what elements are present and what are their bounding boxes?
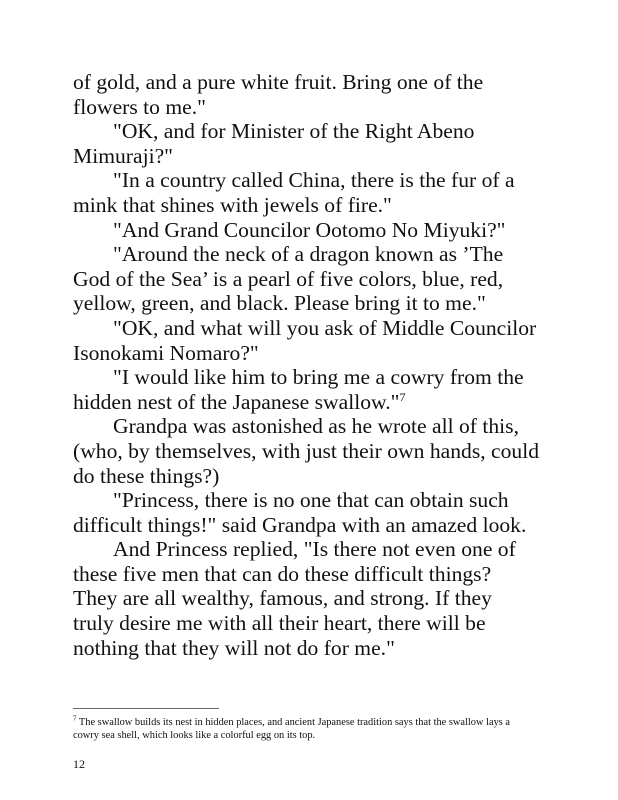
text-line: "OK, and what will you ask of Middle Councilor xyxy=(113,315,537,340)
text-line: (who, by themselves, with just their own hands, could xyxy=(73,438,540,463)
footnote-number: 7 xyxy=(73,714,77,723)
footnote-separator xyxy=(73,708,219,709)
text-line: And Princess replied, "Is there not even one of xyxy=(113,537,516,562)
footnote-text: The swallow builds its nest in hidden places, and ancient Japanese tradition says that the swallow lays a xyxy=(78,717,511,728)
text-line: flowers to me." xyxy=(73,94,206,119)
text-line: these five men that can do these difficult things? xyxy=(73,561,492,586)
text-line: "OK, and for Minister of the Right Abeno xyxy=(113,119,475,144)
footnote xyxy=(73,716,553,742)
text-line: "Princess, there is no one that can obtain such xyxy=(113,488,509,513)
text-line: "Around the neck of a dragon known as ’The xyxy=(113,242,504,267)
footnote-reference: 7 xyxy=(399,389,406,404)
text-line: do these things?) xyxy=(73,463,220,488)
text-line: Mimuraji?" xyxy=(73,143,173,168)
footnote-line: cowry sea shell, which looks like a colorful egg on its top. xyxy=(73,730,316,741)
story-text xyxy=(73,70,543,660)
text-line: "I would like him to bring me a cowry from the xyxy=(113,365,524,390)
text-line: God of the Sea’ is a pearl of five colors, blue, red, xyxy=(73,266,504,291)
text-line: difficult things!" said Grandpa with an amazed look. xyxy=(73,512,527,537)
text-line-with-footnote xyxy=(73,390,543,415)
text-line: truly desire me with all their heart, there will be xyxy=(73,611,486,636)
text-line: mink that shines with jewels of fire." xyxy=(73,192,392,217)
text-line: "And Grand Councilor Ootomo No Miyuki?" xyxy=(113,217,506,242)
text-line: yellow, green, and black. Please bring it to me." xyxy=(73,291,486,316)
text-line: "In a country called China, there is the fur of a xyxy=(113,168,515,193)
page-number: 12 xyxy=(73,757,85,771)
text-line-content: hidden nest of the Japanese swallow." xyxy=(73,389,400,414)
text-line: Isonokami Nomaro?" xyxy=(73,340,259,365)
text-line: nothing that they will not do for me." xyxy=(73,635,395,660)
text-line: They are all wealthy, famous, and strong. If they xyxy=(73,586,492,611)
text-line: Grandpa was astonished as he wrote all of this, xyxy=(113,414,519,439)
footnote-line xyxy=(73,716,553,729)
text-line: of gold, and a pure white fruit. Bring one of the xyxy=(73,70,484,94)
